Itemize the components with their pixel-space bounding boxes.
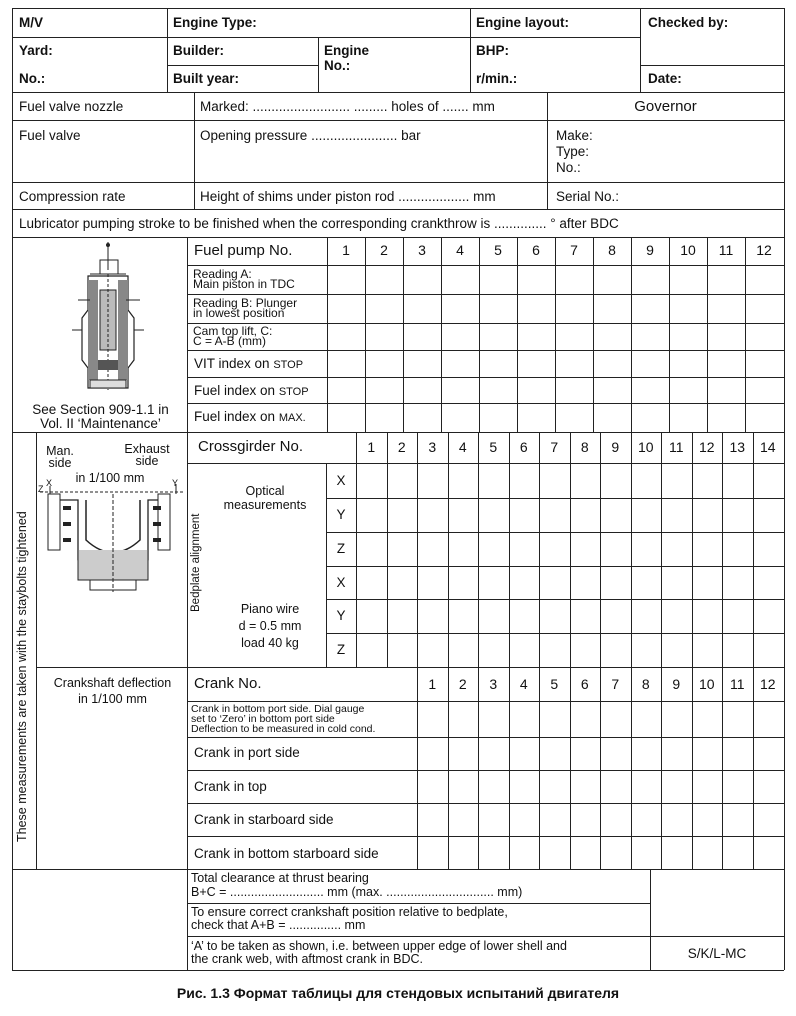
- reading-a-line1: Reading A:: [193, 267, 252, 281]
- crank-col-12: 12: [759, 676, 776, 692]
- crankshaft-deflection-line1: Crankshaft deflection: [53, 676, 172, 690]
- type-label: Type:: [556, 144, 590, 159]
- see-section-line1: See Section 909-1.1 in: [32, 402, 169, 417]
- crossgirder-col-13: 13: [729, 439, 746, 455]
- fuel-pump-col-4: 4: [456, 242, 464, 258]
- fuel-index-stop-row: Fuel index on STOP: [194, 383, 309, 398]
- axis-row-3: Z: [336, 541, 346, 556]
- piano-line2: d = 0.5 mm: [238, 619, 302, 633]
- fuel-pump-col-2: 2: [380, 242, 388, 258]
- crank-col-4: 4: [519, 676, 528, 692]
- cam-lift-line1: Cam top lift, C:: [193, 324, 273, 338]
- axis-row-6: Z: [336, 642, 346, 657]
- crossgirder-col-7: 7: [550, 439, 559, 455]
- fuel-valve-label: Fuel valve: [19, 128, 81, 143]
- fuel-pump-col-12: 12: [756, 242, 772, 258]
- compression-rate-label: Compression rate: [19, 189, 126, 204]
- reading-b-line2: in lowest position: [193, 306, 285, 320]
- a-taken-line2: the crank web, with aftmost crank in BDC.: [191, 952, 424, 966]
- piano-line3: load 40 kg: [241, 636, 299, 650]
- crank-col-10: 10: [698, 676, 715, 692]
- optical-line1: Optical: [245, 484, 285, 498]
- crank-starboard-row: Crank in starboard side: [194, 812, 334, 827]
- rpm-label: r/min.:: [476, 71, 518, 86]
- axis-row-5: Y: [336, 608, 346, 623]
- exhaust-side-line2: side: [135, 454, 159, 468]
- engine-layout-label: Engine layout:: [476, 15, 570, 30]
- crank-col-11: 11: [729, 676, 745, 692]
- man-side-line1: Man.: [46, 444, 74, 458]
- optical-line2: measurements: [223, 498, 307, 512]
- crank-col-3: 3: [489, 676, 498, 692]
- reading-a-line2: Main piston in TDC: [193, 277, 295, 291]
- ensure-line2: check that A+B = ............... mm: [191, 918, 366, 932]
- crank-col-1: 1: [428, 676, 437, 692]
- crossgirder-col-11: 11: [668, 439, 684, 455]
- built-year-label: Built year:: [173, 71, 240, 86]
- fuel-index-max-row: Fuel index on MAX.: [194, 409, 306, 424]
- crank-col-6: 6: [580, 676, 589, 692]
- fuel-pump-col-8: 8: [608, 242, 616, 258]
- engine-no-label: Engine No.:: [324, 43, 370, 73]
- crossgirder-col-2: 2: [397, 439, 406, 455]
- fuel-pump-col-11: 11: [718, 242, 734, 258]
- opening-pressure-field: Opening pressure ....................... bar: [200, 128, 421, 143]
- man-side-line2: side: [48, 456, 72, 470]
- crossgirder-col-8: 8: [580, 439, 589, 455]
- axis-row-4: X: [336, 574, 346, 590]
- fuel-pump-col-10: 10: [680, 242, 696, 258]
- figure-caption: Рис. 1.3 Формат таблицы для стендовых испытаний двигателя: [176, 985, 620, 1001]
- fuel-pump-col-7: 7: [570, 242, 578, 258]
- crank-header: Crank No.: [194, 675, 262, 692]
- unit-label: in 1/100 mm: [75, 471, 145, 485]
- see-section-line2: Vol. II ‘Maintenance’: [40, 416, 161, 431]
- form-code: S/K/L-MC: [687, 946, 747, 961]
- crank-col-2: 2: [458, 676, 467, 692]
- fuel-pump-col-3: 3: [418, 242, 426, 258]
- axis-row-1: X: [336, 472, 346, 488]
- bottom-port-line2: set to ‘Zero’ in bottom port side: [191, 713, 335, 725]
- axis-x-label: X: [46, 478, 53, 488]
- bottom-port-line3: Deflection to be measured in cold cond.: [191, 723, 376, 735]
- fuel-pump-col-1: 1: [342, 242, 350, 258]
- crank-port-side-row: Crank in port side: [194, 745, 300, 760]
- builder-label: Builder:: [173, 43, 225, 58]
- engine-type-label: Engine Type:: [173, 15, 257, 30]
- serial-no-label: Serial No.:: [556, 189, 620, 204]
- governor-heading: Governor: [634, 98, 697, 115]
- height-shims-field: Height of shims under piston rod ................... mm: [200, 189, 496, 204]
- crossgirder-col-14: 14: [759, 439, 776, 455]
- crossgirder-col-10: 10: [637, 439, 654, 455]
- bedplate-alignment-label: Bedplate alignment: [190, 513, 202, 612]
- marked-field: Marked: .......................... ......... holes of ....... mm: [200, 99, 495, 114]
- fuel-valve-nozzle-label: Fuel valve nozzle: [19, 99, 124, 114]
- axis-y-label: Y: [172, 478, 179, 488]
- cam-lift-line2: C = A-B (mm): [193, 334, 267, 348]
- crossgirder-col-3: 3: [428, 439, 437, 455]
- fuel-pump-col-6: 6: [532, 242, 540, 258]
- bottom-port-line1: Crank in bottom port side. Dial gauge: [191, 703, 365, 715]
- crossgirder-header: Crossgirder No.: [198, 438, 304, 455]
- crank-col-7: 7: [611, 676, 620, 692]
- axis-z-label: Z: [38, 484, 44, 494]
- fuel-pump-header: Fuel pump No.: [194, 242, 293, 259]
- staybolts-note: These measurements are taken with the staybolts tightened: [15, 511, 29, 842]
- yard-label: Yard:: [19, 43, 53, 58]
- clearance-line2: B+C = ........................... mm (max. ............................... mm): [191, 885, 523, 899]
- crossgirder-col-9: 9: [611, 439, 620, 455]
- a-taken-line1: ‘A’ to be taken as shown, i.e. between upper edge of lower shell and: [191, 939, 567, 953]
- crossgirder-col-4: 4: [458, 439, 467, 455]
- clearance-line1: Total clearance at thrust bearing: [191, 871, 369, 885]
- crossgirder-col-1: 1: [367, 439, 376, 455]
- lubricator-field: Lubricator pumping stroke to be finished when the corresponding crankthrow is .............. ° after BDC: [19, 216, 619, 231]
- crossgirder-col-5: 5: [489, 439, 498, 455]
- fuel-pump-col-9: 9: [646, 242, 654, 258]
- vit-index-row: VIT index on STOP: [194, 356, 304, 371]
- bedplate-section-drawing: [38, 480, 188, 595]
- crank-col-8: 8: [641, 676, 650, 692]
- crank-col-5: 5: [550, 676, 559, 692]
- axis-row-2: Y: [336, 507, 346, 522]
- crankshaft-deflection-line2: in 1/100 mm: [78, 692, 147, 706]
- no-label: No.:: [19, 71, 46, 86]
- reading-b-line1: Reading B: Plunger: [193, 296, 298, 310]
- mv-label: M/V: [19, 15, 44, 30]
- piano-line1: Piano wire: [240, 602, 300, 616]
- checked-by-label: Checked by:: [648, 15, 729, 30]
- fuel-pump-col-5: 5: [494, 242, 502, 258]
- governor-no-label: No.:: [556, 160, 581, 175]
- crossgirder-col-6: 6: [519, 439, 528, 455]
- crank-col-9: 9: [672, 676, 681, 692]
- make-label: Make:: [556, 128, 593, 143]
- date-label: Date:: [648, 71, 682, 86]
- ensure-line1: To ensure correct crankshaft position relative to bedplate,: [191, 905, 508, 919]
- fuel-pump-drawing: [60, 240, 160, 400]
- bhp-label: BHP:: [476, 43, 509, 58]
- crank-bottom-starboard-row: Crank in bottom starboard side: [194, 846, 379, 861]
- exhaust-side-line1: Exhaust: [124, 442, 170, 456]
- crank-top-row: Crank in top: [194, 779, 267, 794]
- crossgirder-col-12: 12: [698, 439, 715, 455]
